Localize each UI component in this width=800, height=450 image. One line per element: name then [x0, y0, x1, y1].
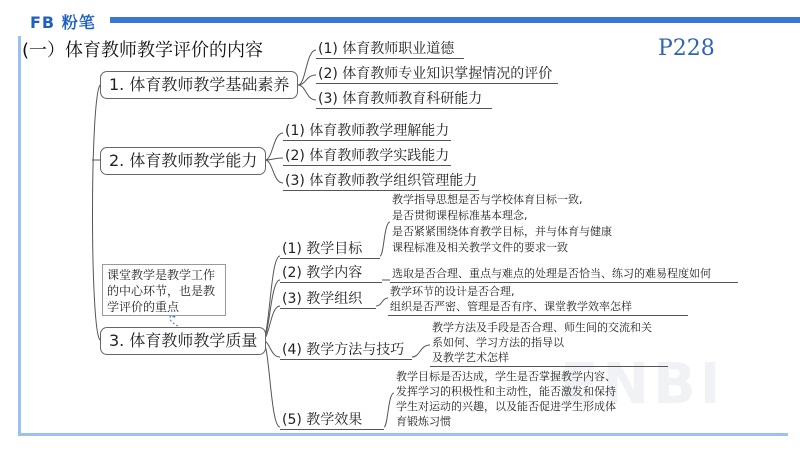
callout-line-1: 课堂教学是教学工作: [107, 268, 216, 282]
underline: [316, 58, 464, 59]
detail-content: 选取是否合理、重点与难点的处理是否恰当、练习的难易程度如何: [392, 267, 711, 280]
watermark: ENBI: [560, 352, 725, 417]
item-teaching-effect: (5) 教学效果: [282, 412, 363, 428]
detail-organization-2: 组织是否严密、管理是否有序、课堂教学效率怎样: [390, 300, 632, 313]
detail-effect-2: 发挥学习的积极性和主动性，能否激发和保持: [396, 385, 616, 398]
underline: [280, 359, 412, 360]
detail-goal-4: 课程标准及相关教学文件的要求一致: [392, 241, 568, 254]
detail-methods-1: 教学方法及手段是否合理、师生间的交流和关: [432, 321, 652, 334]
callout-box: [102, 264, 226, 316]
detail-goal-3: 是否紧紧围绕体育教学目标，并与体育与健康: [392, 225, 612, 238]
underline: [390, 282, 738, 283]
callout-line-3: 学评价的重点: [107, 300, 180, 314]
underline: [430, 366, 668, 367]
item-teaching-organization: (3) 教学组织: [282, 291, 363, 307]
item-knowledge-evaluation: (2) 体育教师专业知识掌握情况的评价: [318, 66, 553, 82]
item-understanding-ability: (1) 体育教师教学理解能力: [285, 123, 450, 139]
underline: [283, 140, 451, 141]
underline: [280, 429, 384, 430]
underline: [283, 190, 479, 191]
page-code: P228: [658, 36, 715, 61]
underline: [280, 282, 382, 283]
underline: [316, 83, 558, 84]
detail-effect-3: 学生对运动的兴趣，以及能否促进学生形成体: [396, 400, 616, 413]
underline: [316, 108, 492, 109]
item-professional-ethics: (1) 体育教师职业道德: [318, 41, 455, 57]
detail-methods-2: 系如何、学习方法的指导以: [432, 336, 564, 349]
item-teaching-goal: (1) 教学目标: [282, 241, 363, 257]
detail-goal-1: 教学指导思想是否与学校体育目标一致,: [392, 193, 583, 206]
branch-teaching-quality: 3. 体育教师教学质量: [100, 327, 266, 355]
item-teaching-content: (2) 教学内容: [282, 265, 363, 281]
detail-effect-1: 教学目标是否达成，学生是否掌握教学内容、: [396, 370, 616, 383]
callout-line-2: 的中心环节，也是教: [107, 284, 216, 298]
detail-methods-3: 及教学艺术怎样: [432, 351, 509, 364]
detail-organization-1: 教学环节的设计是否合理,: [390, 285, 515, 298]
page-title: (一）体育教师教学评价的内容: [22, 40, 264, 61]
detail-goal-2: 是否贯彻课程标准基本理念,: [392, 209, 528, 222]
branch-basic-literacy: 1. 体育教师教学基础素养: [100, 71, 298, 99]
underline: [283, 165, 451, 166]
item-research-ability: (3) 体育教师教育科研能力: [318, 91, 483, 107]
item-practice-ability: (2) 体育教师教学实践能力: [285, 148, 450, 164]
item-organization-ability: (3) 体育教师教学组织管理能力: [285, 173, 478, 189]
detail-effect-4: 育锻炼习惯: [396, 415, 451, 428]
brand-logo: FB 粉笔: [30, 13, 96, 32]
branch-teaching-ability: 2. 体育教师教学能力: [100, 147, 266, 175]
underline: [280, 258, 380, 259]
underline: [388, 315, 688, 316]
item-methods-skills: (4) 教学方法与技巧: [282, 342, 405, 358]
underline: [280, 308, 376, 309]
